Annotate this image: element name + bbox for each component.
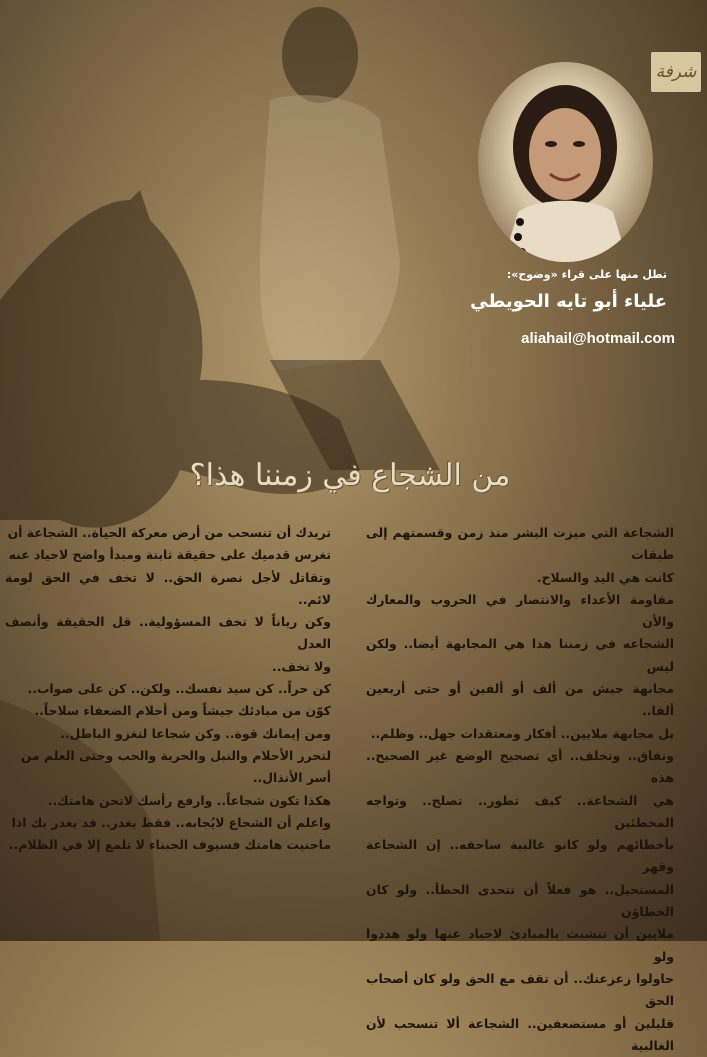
paragraph-line: قليلين أو مستضعفين.. الشجاعة ألا تنسحب لأن الغالبية (366, 1015, 674, 1053)
face-shape (529, 108, 601, 200)
paragraph-line: بل مجابهة ملايين.. أفكار ومعتقدات جهل.. وظلم.. (370, 725, 674, 741)
paragraph-line: الشجاعة التي ميزت البشر منذ زمن وقسمتهم إلى طبقات (366, 525, 674, 563)
paragraph-line: وكن رياناً لا تخف المسؤولية.. قل الحقيقة وأنصف العدل (5, 614, 331, 652)
paragraph-line: كانت هي اليد والسلاح. (536, 569, 674, 585)
paragraph-line: حاولوا زعزعتك.. أن تقف مع الحق ولو كان أصحاب الحق (366, 970, 674, 1009)
section-tag: شرفة (651, 52, 701, 92)
byline-intro: تطل منها على قراء «وضوح»: (506, 268, 667, 281)
paragraph-line: ولا تخف.. (272, 658, 331, 674)
paragraph-line: أسر الأنذال.. (252, 770, 331, 786)
paragraph-line: مقاومة الأعداء والانتصار في الحروب والمعارك والأن (366, 591, 674, 630)
paragraph-line: ملايين أن تتشبث بالمبادئ لاحياد عنها ولو هددوا ولو (366, 926, 674, 964)
paragraph-line: لتحرر الأحلام والنبل والحرية والحب وحتى العلم من (20, 747, 331, 763)
paragraph-line: واعلم أن الشجاع لايُجابه.. فقط يغدر.. قد يغدر بك اذا (11, 814, 331, 830)
paragraph-line: كوّن من مبادئك جيشاً ومن أحلام الضعفاء سلاحاً.. (34, 703, 331, 719)
paragraph-line: ماحنيت هامتك فسيوف الجبناء لا تلمع إلا في الظلام.. (8, 837, 331, 853)
author-email-link[interactable]: aliahail@hotmail.com (521, 330, 675, 347)
paragraph-line: المستحيل.. هو فعلاً أن تتحدى الخطأ.. ولو كان الخطاؤن (366, 881, 674, 920)
paragraph-line: الشجاعه في زمننا هذا هي المجابهة أيضا.. ولكن ليس (366, 636, 674, 674)
paragraph-line: هكذا تكون شجاعاً.. وارفع رأسك لاتحن هامتك.. (47, 792, 331, 808)
paragraph-line: بأخطائهم ولو كانو غالبية ساحقه.. إن الشجاعة وقهر (366, 837, 674, 875)
author-name: علياء أبو تايه الحويطي (470, 291, 667, 312)
paragraph-line: ونفاق.. وتخلف.. أي تصحيح الوضع غير الصحيح.. هذه (366, 747, 674, 786)
article-headline: من الشجاع في زمننا هذا؟ (189, 458, 511, 493)
paragraph-line: وتقاتل لأجل نصرة الحق.. لا تخف في الحق لومة لائم.. (5, 569, 331, 607)
paragraph-line: هي الشجاعة.. كيف تطور.. تصلح.. وتواجه المخطئين (366, 792, 674, 830)
paragraph-line: ومن إيمانك قوة.. وكن شجاعا لتغزو الباطل.. (60, 725, 331, 741)
article-column-left (5, 522, 331, 856)
paragraph-line: تريدك أن تنسحب من أرض معركة الحياة.. الشجاعة أن (7, 525, 331, 540)
paragraph-line: مجابهة جيش من ألف أو ألفين أو حتى أربعين ألفا.. (366, 681, 674, 719)
author-portrait (478, 62, 653, 262)
paragraph-line: تغرس قدميك على حقيقة ثابتة ومبدأ واضح لاحياد عنه (8, 547, 331, 563)
article-column-right (366, 522, 674, 1057)
paragraph-line: كن حراً.. كن سيد نفسك.. ولكن.. كن على صواب.. (27, 681, 331, 697)
